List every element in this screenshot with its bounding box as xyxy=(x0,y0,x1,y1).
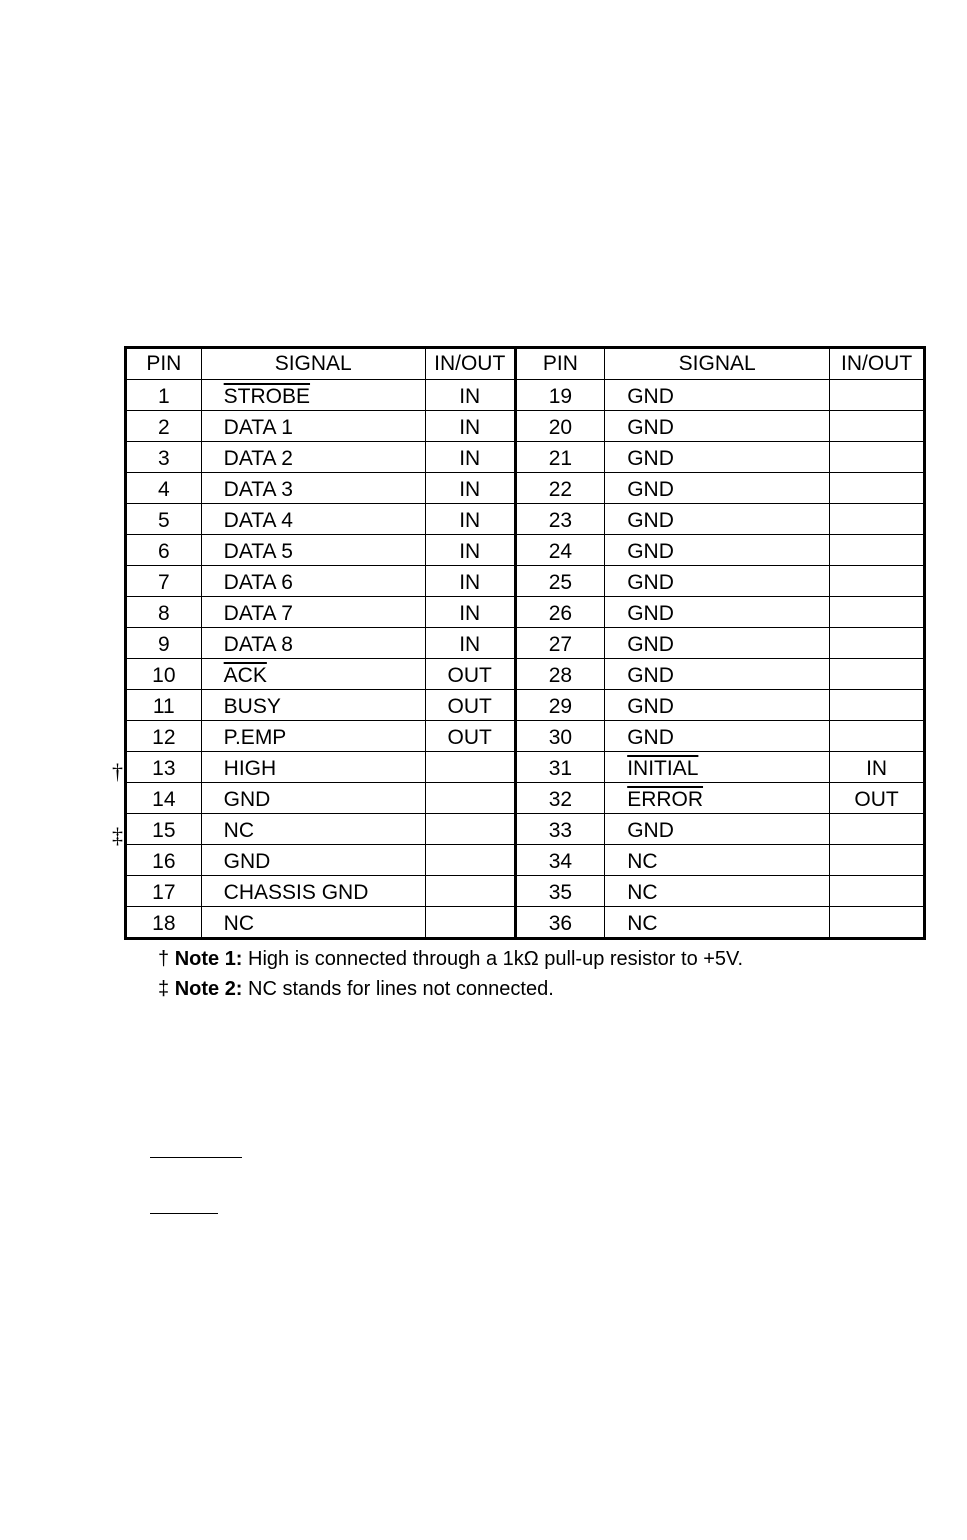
pin-assignment-table xyxy=(124,346,926,940)
table-row xyxy=(126,659,925,690)
table-cell xyxy=(126,659,202,690)
table-cell xyxy=(515,659,605,690)
table-cell xyxy=(830,566,925,597)
table-cell xyxy=(126,876,202,907)
table-cell xyxy=(425,597,515,628)
table-row xyxy=(126,597,925,628)
table-cell xyxy=(605,659,830,690)
table-row xyxy=(126,876,925,907)
table-cell xyxy=(605,752,830,783)
table-cell xyxy=(126,380,202,411)
pin-number: 35 xyxy=(548,881,573,904)
in-out-value: OUT xyxy=(854,788,899,811)
table-cell xyxy=(605,535,830,566)
table-cell xyxy=(830,628,925,659)
signal-name: STROBE xyxy=(223,385,311,408)
signal-name: GND xyxy=(627,633,674,656)
table-cell xyxy=(126,628,202,659)
table-cell xyxy=(515,535,605,566)
pin-number: 2 xyxy=(157,416,170,439)
table-cell xyxy=(515,845,605,876)
table-cell xyxy=(515,597,605,628)
table-cell xyxy=(201,504,425,535)
table-cell xyxy=(425,845,515,876)
pin-number: 26 xyxy=(548,602,573,625)
table-cell xyxy=(201,566,425,597)
note-1-text: High is connected through a 1kΩ pull-up resistor to +5V. xyxy=(248,948,744,970)
table-cell xyxy=(126,597,202,628)
pin-number: 22 xyxy=(548,478,573,501)
table-row xyxy=(126,504,925,535)
table-row xyxy=(126,473,925,504)
pin-number: 6 xyxy=(157,540,170,563)
table-cell xyxy=(515,721,605,752)
table-cell xyxy=(126,907,202,939)
table-row xyxy=(126,845,925,876)
signal-name: GND xyxy=(627,571,674,594)
table-cell xyxy=(126,566,202,597)
pin-number: 5 xyxy=(157,509,170,532)
table-cell xyxy=(830,442,925,473)
table-cell xyxy=(201,907,425,939)
table-cell xyxy=(605,690,830,721)
table-cell xyxy=(515,783,605,814)
table-cell xyxy=(201,752,425,783)
table-cell xyxy=(126,845,202,876)
header-pin: PIN xyxy=(126,348,202,380)
pin-number: 28 xyxy=(548,664,573,687)
table-cell xyxy=(515,752,605,783)
pin-number: 18 xyxy=(152,912,176,935)
table-cell xyxy=(126,690,202,721)
in-out-value: IN xyxy=(459,633,481,656)
table-cell xyxy=(126,783,202,814)
pin-number: 32 xyxy=(548,788,573,811)
signal-name: NC xyxy=(223,912,255,935)
table-cell xyxy=(126,442,202,473)
table-cell xyxy=(605,442,830,473)
note-1 xyxy=(158,944,743,974)
in-out-value: IN xyxy=(459,509,481,532)
table-cell xyxy=(126,411,202,442)
table-cell xyxy=(515,690,605,721)
double-dagger-marker: ‡ xyxy=(112,823,123,848)
in-out-value: IN xyxy=(459,447,481,470)
note-2-symbol: ‡ xyxy=(158,978,170,1000)
table-cell xyxy=(201,597,425,628)
table-cell xyxy=(830,783,925,814)
signal-name: GND xyxy=(627,416,674,439)
pin-number: 25 xyxy=(548,571,573,594)
table-cell xyxy=(126,535,202,566)
table-cell xyxy=(201,814,425,845)
table-cell xyxy=(425,721,515,752)
in-out-value: IN xyxy=(459,540,481,563)
table-cell xyxy=(201,721,425,752)
in-out-value: IN xyxy=(459,416,481,439)
pin-number: 8 xyxy=(157,602,170,625)
table-cell xyxy=(515,504,605,535)
table-cell xyxy=(515,380,605,411)
table-row xyxy=(126,411,925,442)
pin-number: 20 xyxy=(548,416,573,439)
table-cell xyxy=(126,814,202,845)
signal-name: GND xyxy=(223,850,271,873)
signal-name: DATA 8 xyxy=(223,633,293,656)
pin-number: 13 xyxy=(152,757,176,780)
table-cell xyxy=(201,659,425,690)
signal-name: DATA 2 xyxy=(223,447,293,470)
signal-name: NC xyxy=(627,850,658,873)
signal-name: DATA 1 xyxy=(223,416,293,439)
signal-name: NC xyxy=(223,819,255,842)
table-cell xyxy=(605,907,830,939)
table-row xyxy=(126,814,925,845)
table-cell xyxy=(425,628,515,659)
table-cell xyxy=(515,814,605,845)
table-cell xyxy=(425,380,515,411)
table-cell xyxy=(126,504,202,535)
header-in-out: IN/OUT xyxy=(830,348,925,380)
table-cell xyxy=(425,907,515,939)
table-cell xyxy=(201,690,425,721)
pin-number: 12 xyxy=(152,726,176,749)
signal-name: HIGH xyxy=(223,757,277,780)
signal-name: $\overline{ACK}$ xyxy=(223,664,267,687)
pin-number: 1 xyxy=(157,385,170,408)
table-cell xyxy=(425,411,515,442)
table-notes xyxy=(158,944,743,1004)
table-cell xyxy=(425,535,515,566)
header-in-out: IN/OUT xyxy=(425,348,515,380)
table-cell xyxy=(515,628,605,659)
table-row xyxy=(126,721,925,752)
table-row xyxy=(126,690,925,721)
in-out-value: IN xyxy=(459,602,481,625)
table-cell xyxy=(515,907,605,939)
table-cell xyxy=(605,876,830,907)
header-signal: SIGNAL xyxy=(201,348,425,380)
table-cell xyxy=(126,721,202,752)
signal-name: GND xyxy=(627,819,674,842)
signal-name: GND xyxy=(627,664,674,687)
table-cell xyxy=(830,597,925,628)
table-cell xyxy=(830,535,925,566)
table-cell xyxy=(830,411,925,442)
table-cell xyxy=(605,721,830,752)
table-cell xyxy=(515,566,605,597)
table-cell xyxy=(605,411,830,442)
table-cell xyxy=(425,752,515,783)
signal-name: GND xyxy=(627,447,674,470)
signal-name: DATA 5 xyxy=(223,540,293,563)
table-cell xyxy=(605,380,830,411)
note-1-label: Note 1: xyxy=(174,948,243,970)
table-cell xyxy=(201,845,425,876)
table-cell xyxy=(425,783,515,814)
table-cell xyxy=(605,814,830,845)
table-cell xyxy=(425,814,515,845)
pin-number: 3 xyxy=(157,447,170,470)
table-cell xyxy=(201,628,425,659)
pin-number: 16 xyxy=(152,850,176,873)
table-cell xyxy=(201,411,425,442)
table-row xyxy=(126,380,925,411)
table-header-row xyxy=(126,348,925,380)
signal-name: GND xyxy=(627,509,674,532)
table-row xyxy=(126,907,925,939)
pin-number: 17 xyxy=(152,881,176,904)
table-body xyxy=(126,380,925,939)
table-cell xyxy=(425,876,515,907)
table-cell xyxy=(830,876,925,907)
signal-name: BUSY xyxy=(223,695,281,718)
table-cell xyxy=(830,752,925,783)
table-cell xyxy=(126,473,202,504)
signal-name: P.EMP xyxy=(223,726,287,749)
table-cell xyxy=(605,473,830,504)
table-cell xyxy=(515,473,605,504)
table-cell xyxy=(425,659,515,690)
table-cell xyxy=(830,907,925,939)
table-cell xyxy=(605,566,830,597)
signal-name: INITIAL xyxy=(627,757,699,780)
table-cell xyxy=(830,814,925,845)
table-cell xyxy=(830,721,925,752)
table-cell xyxy=(425,690,515,721)
signal-name: DATA 4 xyxy=(223,509,293,532)
pin-number: 29 xyxy=(548,695,573,718)
pin-number: 10 xyxy=(152,664,176,687)
table-cell xyxy=(201,535,425,566)
pin-number: 21 xyxy=(548,447,573,470)
header-pin: PIN xyxy=(515,348,605,380)
signal-name: ERROR xyxy=(627,788,704,811)
signal-name: GND xyxy=(627,726,674,749)
table-cell xyxy=(126,752,202,783)
table-row xyxy=(126,783,925,814)
in-out-value: IN xyxy=(459,571,481,594)
table-row xyxy=(126,628,925,659)
signal-name: GND xyxy=(627,385,674,408)
table-row xyxy=(126,535,925,566)
table-cell xyxy=(201,876,425,907)
signal-name: GND xyxy=(627,695,674,718)
table-cell xyxy=(201,380,425,411)
table-row xyxy=(126,566,925,597)
pin-number: 30 xyxy=(548,726,573,749)
table-cell xyxy=(830,504,925,535)
table-cell xyxy=(201,473,425,504)
table-cell xyxy=(425,566,515,597)
table-cell xyxy=(201,442,425,473)
table-cell xyxy=(830,659,925,690)
table-cell xyxy=(425,473,515,504)
short-rule xyxy=(150,1157,242,1158)
pin-number: 31 xyxy=(548,757,573,780)
dagger-marker: † xyxy=(112,759,123,784)
in-out-value: IN xyxy=(459,385,481,408)
note-2 xyxy=(158,974,743,1004)
pin-number: 36 xyxy=(548,912,573,935)
note-2-label: Note 2: xyxy=(174,978,243,1000)
table-cell xyxy=(830,473,925,504)
signal-name: DATA 7 xyxy=(223,602,293,625)
table-cell xyxy=(605,597,830,628)
in-out-value: OUT xyxy=(447,664,492,687)
pin-number: 19 xyxy=(548,385,573,408)
table-row xyxy=(126,752,925,783)
signal-name: GND xyxy=(627,478,674,501)
pin-number: 23 xyxy=(548,509,573,532)
note-1-symbol: † xyxy=(158,948,170,970)
pin-number: 27 xyxy=(548,633,573,656)
short-rule xyxy=(150,1213,218,1214)
table-cell xyxy=(830,845,925,876)
signal-name: DATA 3 xyxy=(223,478,293,501)
pin-number: 14 xyxy=(152,788,176,811)
signal-name: CHASSIS GND xyxy=(223,881,369,904)
in-out-value: OUT xyxy=(447,695,492,718)
table-cell xyxy=(425,442,515,473)
table-cell xyxy=(201,783,425,814)
note-2-text: NC stands for lines not connected. xyxy=(248,978,554,1000)
signal-name: GND xyxy=(627,540,674,563)
in-out-value: IN xyxy=(866,757,888,780)
table-cell xyxy=(515,411,605,442)
pin-number: 9 xyxy=(157,633,170,656)
table-row xyxy=(126,442,925,473)
table-cell xyxy=(515,442,605,473)
pin-number: 34 xyxy=(548,850,573,873)
table-cell xyxy=(605,783,830,814)
signal-name: GND xyxy=(627,602,674,625)
table-cell xyxy=(830,690,925,721)
signal-name: DATA 6 xyxy=(223,571,293,594)
signal-name: NC xyxy=(627,881,658,904)
in-out-value: IN xyxy=(459,478,481,501)
table-cell xyxy=(830,380,925,411)
table-cell xyxy=(425,504,515,535)
pin-number: 15 xyxy=(152,819,176,842)
signal-name: GND xyxy=(223,788,271,811)
table-cell xyxy=(605,504,830,535)
table-cell xyxy=(605,628,830,659)
header-signal: SIGNAL xyxy=(605,348,830,380)
pin-number: 11 xyxy=(152,695,175,718)
table-cell xyxy=(605,845,830,876)
pin-number: 7 xyxy=(157,571,170,594)
pin-number: 24 xyxy=(548,540,573,563)
pin-number: 4 xyxy=(157,478,170,501)
table-cell xyxy=(515,876,605,907)
pin-number: 33 xyxy=(548,819,573,842)
signal-name: NC xyxy=(627,912,658,935)
in-out-value: OUT xyxy=(447,726,492,749)
